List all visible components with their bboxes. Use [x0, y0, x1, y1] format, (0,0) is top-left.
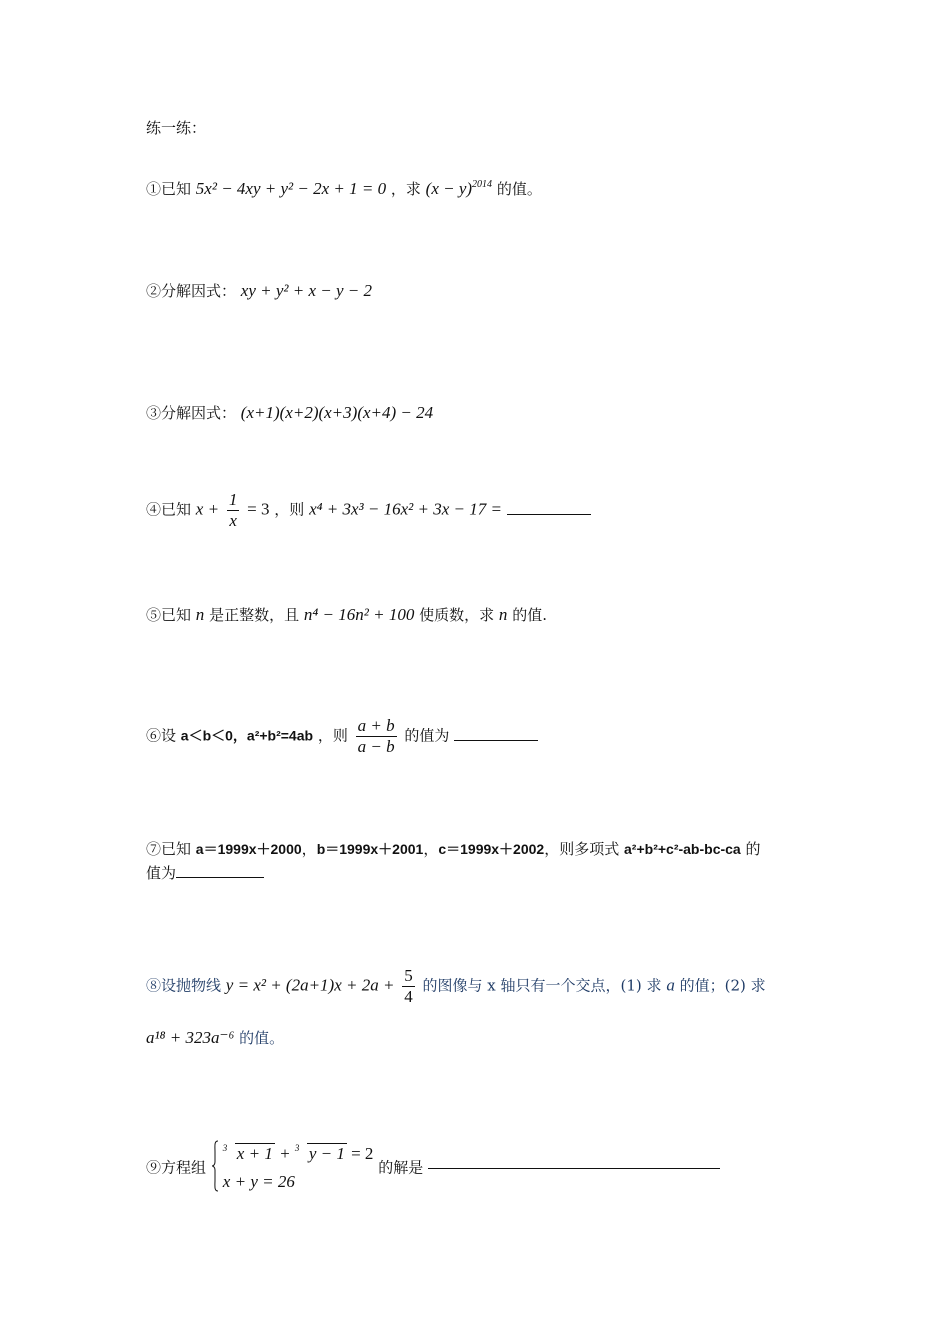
q8-label: ⑧设抛物线 [146, 976, 222, 995]
question-1 [146, 180, 542, 197]
q8-text1: 的图像与 x 轴只有一个交点，(1) 求 [422, 976, 662, 995]
q7-line2-label: 值为 [146, 864, 177, 882]
q9-row2: x + y = 26 [222, 1172, 295, 1191]
question-2 [146, 282, 372, 299]
question-9 [146, 1140, 720, 1196]
left-brace-icon [211, 1140, 219, 1192]
q7-answer-blank[interactable] [176, 876, 264, 878]
q5-expression: n⁴ − 16n² + 100 [303, 605, 415, 624]
q7-mid: ，则多项式 [544, 840, 620, 858]
question-8-line2 [146, 1029, 284, 1046]
q9-answer-blank[interactable] [428, 1167, 720, 1169]
q3-label: ③分解因式： [146, 404, 237, 422]
q8-line2-tail: 的值。 [239, 1029, 285, 1047]
q4-answer-blank[interactable] [507, 513, 591, 515]
q1-label: ①已知 [146, 180, 192, 198]
q9-row1: 3 x + 1 + 3 y − 1 = 2 [222, 1143, 374, 1163]
q2-label: ②分解因式： [146, 282, 237, 300]
q5-text2: 使质数，求 [419, 606, 495, 624]
question-5 [146, 606, 547, 623]
q6-mid: ，则 [317, 726, 348, 745]
q7-label: ⑦已知 [146, 840, 192, 858]
q4-mid: ，则 [274, 500, 305, 519]
q3-expression: (x+1)(x+2)(x+3)(x+4) − 24 [240, 403, 434, 422]
q5-label: ⑤已知 [146, 606, 192, 624]
question-6 [146, 716, 538, 757]
q4-pre: x + [195, 499, 220, 519]
q6-tail: 的值为 [404, 726, 450, 745]
q5-var2: n [498, 605, 508, 624]
q4-label: ④已知 [146, 500, 192, 519]
q7-b: b＝1999x＋2001 [316, 841, 424, 857]
q9-label: ⑨方程组 [146, 1158, 207, 1177]
question-7-line2 [146, 866, 264, 881]
q6-label: ⑥设 [146, 726, 177, 745]
q4-post: = 3 [247, 499, 270, 519]
q7-a: a＝1999x＋2000 [195, 841, 302, 857]
q1-target: $(x - y)^{2014}$ [425, 179, 493, 198]
q1-tail: 的值。 [496, 180, 542, 198]
q8-fraction: $\frac{5}{4}$ [404, 966, 413, 1006]
question-8 [146, 966, 766, 1007]
question-3 [146, 404, 433, 421]
q8-var: a [666, 975, 675, 995]
q1-equation: 5x² − 4xy + y² − 2x + 1 = 0 [195, 179, 387, 198]
q1-mid: ，求 [390, 180, 421, 198]
q5-var: n [195, 605, 205, 624]
q7-tail: 的 [745, 840, 761, 858]
q8-expression: y = x² + (2a+1)x + 2a + [225, 975, 395, 995]
question-4 [146, 490, 591, 531]
q6-fraction: $\frac{a + b}{a - b}$ [357, 716, 395, 756]
q9-tail: 的解是 [378, 1158, 424, 1177]
q2-expression: xy + y² + x − y − 2 [240, 281, 373, 300]
q4-fraction: $\frac{1}{x}$ [228, 490, 238, 530]
q4-expression: x⁴ + 3x³ − 16x² + 3x − 17 = [309, 499, 502, 519]
question-7: ⑦已知 a＝1999x＋2000，b＝1999x＋2001，c＝1999x＋2002，则多项式 a²+b²+c²-ab-bc-ca 的 [146, 840, 761, 858]
q6-condition: a＜b＜0，a²+b²=4ab [180, 727, 314, 744]
q8-text2: 的值；(2) 求 [679, 976, 766, 995]
q8-line2-expression: a¹⁸ + 323a⁻⁶ [146, 1028, 235, 1047]
q9-system [211, 1140, 374, 1196]
heading: 练一练： [146, 119, 207, 137]
q6-answer-blank[interactable] [454, 739, 538, 741]
q7-c: c＝1999x＋2002 [438, 841, 545, 857]
q5-tail: 的值. [512, 606, 547, 624]
q7-polynomial: a²+b²+c²-ab-bc-ca [624, 841, 741, 857]
q5-text1: 是正整数，且 [209, 606, 300, 624]
